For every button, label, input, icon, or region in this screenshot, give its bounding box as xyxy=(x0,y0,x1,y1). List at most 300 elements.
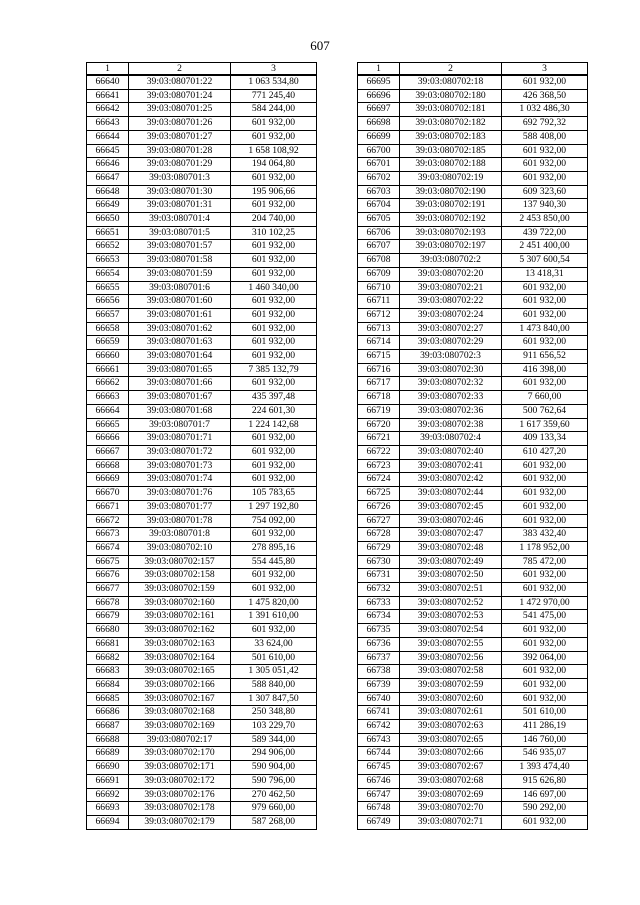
table-row xyxy=(358,541,588,555)
table-row xyxy=(358,802,588,816)
table-row xyxy=(87,473,317,487)
value-cell: 601 932,00 xyxy=(231,308,317,322)
table-row xyxy=(87,583,317,597)
cadastral-table-right xyxy=(357,62,588,830)
table-row xyxy=(358,487,588,501)
row-number-cell: 66656 xyxy=(87,295,129,309)
cadastral-number-cell: 39:03:080702:165 xyxy=(129,665,231,679)
table-row xyxy=(87,103,317,117)
row-number-cell: 66710 xyxy=(358,281,400,295)
value-cell: 754 092,00 xyxy=(231,514,317,528)
cadastral-number-cell: 39:03:080702:166 xyxy=(129,678,231,692)
table-row xyxy=(358,267,588,281)
row-number-cell: 66688 xyxy=(87,733,129,747)
value-cell: 383 432,40 xyxy=(502,528,588,542)
cadastral-number-cell: 39:03:080702:171 xyxy=(129,761,231,775)
table-row xyxy=(358,144,588,158)
row-number-cell: 66654 xyxy=(87,267,129,281)
table-row xyxy=(358,555,588,569)
table-row xyxy=(358,569,588,583)
table-row xyxy=(358,199,588,213)
value-cell: 601 932,00 xyxy=(502,665,588,679)
cadastral-number-cell: 39:03:080701:72 xyxy=(129,445,231,459)
row-number-cell: 66694 xyxy=(87,815,129,829)
value-cell: 1 460 340,00 xyxy=(231,281,317,295)
header-cell-3: 3 xyxy=(231,63,317,76)
table-row xyxy=(87,199,317,213)
cadastral-number-cell: 39:03:080701:63 xyxy=(129,336,231,350)
row-number-cell: 66725 xyxy=(358,487,400,501)
value-cell: 601 932,00 xyxy=(502,377,588,391)
row-number-cell: 66714 xyxy=(358,336,400,350)
cadastral-number-cell: 39:03:080702:40 xyxy=(400,445,502,459)
table-row xyxy=(87,130,317,144)
cadastral-number-cell: 39:03:080702:54 xyxy=(400,624,502,638)
cadastral-number-cell: 39:03:080701:29 xyxy=(129,158,231,172)
row-number-cell: 66682 xyxy=(87,651,129,665)
table-row xyxy=(358,350,588,364)
cadastral-number-cell: 39:03:080701:77 xyxy=(129,500,231,514)
value-cell: 1 391 610,00 xyxy=(231,610,317,624)
row-number-cell: 66737 xyxy=(358,651,400,665)
header-cell-1: 1 xyxy=(358,63,400,76)
row-number-cell: 66677 xyxy=(87,583,129,597)
table-row xyxy=(87,213,317,227)
row-number-cell: 66686 xyxy=(87,706,129,720)
table-row xyxy=(358,596,588,610)
value-cell: 103 229,70 xyxy=(231,720,317,734)
cadastral-number-cell: 39:03:080702:164 xyxy=(129,651,231,665)
table-row xyxy=(87,747,317,761)
cadastral-number-cell: 39:03:080702:55 xyxy=(400,637,502,651)
cadastral-number-cell: 39:03:080701:62 xyxy=(129,322,231,336)
value-cell: 1 178 952,00 xyxy=(502,541,588,555)
value-cell: 601 932,00 xyxy=(502,75,588,89)
row-number-cell: 66716 xyxy=(358,363,400,377)
row-number-cell: 66681 xyxy=(87,637,129,651)
row-number-cell: 66695 xyxy=(358,75,400,89)
row-number-cell: 66744 xyxy=(358,747,400,761)
cadastral-number-cell: 39:03:080702:32 xyxy=(400,377,502,391)
table-row xyxy=(358,295,588,309)
table-row xyxy=(87,528,317,542)
value-cell: 610 427,20 xyxy=(502,445,588,459)
value-cell: 588 840,00 xyxy=(231,678,317,692)
value-cell: 601 932,00 xyxy=(231,117,317,131)
value-cell: 601 932,00 xyxy=(231,473,317,487)
cadastral-number-cell: 39:03:080701:58 xyxy=(129,254,231,268)
row-number-cell: 66722 xyxy=(358,445,400,459)
value-cell: 601 932,00 xyxy=(231,240,317,254)
value-cell: 590 904,00 xyxy=(231,761,317,775)
cadastral-number-cell: 39:03:080701:68 xyxy=(129,404,231,418)
row-number-cell: 66703 xyxy=(358,185,400,199)
table-row xyxy=(87,487,317,501)
table-row xyxy=(87,541,317,555)
cadastral-number-cell: 39:03:080702:50 xyxy=(400,569,502,583)
header-cell-2: 2 xyxy=(129,63,231,76)
value-cell: 194 064,80 xyxy=(231,158,317,172)
cadastral-number-cell: 39:03:080702:185 xyxy=(400,144,502,158)
cadastral-number-cell: 39:03:080702:191 xyxy=(400,199,502,213)
cadastral-number-cell: 39:03:080702:38 xyxy=(400,418,502,432)
row-number-cell: 66749 xyxy=(358,815,400,829)
cadastral-number-cell: 39:03:080702:63 xyxy=(400,720,502,734)
row-number-cell: 66668 xyxy=(87,459,129,473)
cadastral-number-cell: 39:03:080702:158 xyxy=(129,569,231,583)
table-row xyxy=(358,583,588,597)
row-number-cell: 66641 xyxy=(87,89,129,103)
row-number-cell: 66739 xyxy=(358,678,400,692)
table-row xyxy=(87,336,317,350)
cadastral-number-cell: 39:03:080702:159 xyxy=(129,583,231,597)
table-header-row xyxy=(87,63,317,76)
cadastral-number-cell: 39:03:080702:65 xyxy=(400,733,502,747)
cadastral-number-cell: 39:03:080701:5 xyxy=(129,226,231,240)
value-cell: 911 656,52 xyxy=(502,350,588,364)
cadastral-number-cell: 39:03:080702:56 xyxy=(400,651,502,665)
value-cell: 501 610,00 xyxy=(231,651,317,665)
cadastral-number-cell: 39:03:080701:22 xyxy=(129,75,231,89)
cadastral-number-cell: 39:03:080701:66 xyxy=(129,377,231,391)
table-row xyxy=(358,788,588,802)
table-row xyxy=(358,404,588,418)
value-cell: 915 626,80 xyxy=(502,774,588,788)
row-number-cell: 66649 xyxy=(87,199,129,213)
value-cell: 601 932,00 xyxy=(502,158,588,172)
table-row xyxy=(358,281,588,295)
value-cell: 587 268,00 xyxy=(231,815,317,829)
value-cell: 601 932,00 xyxy=(231,199,317,213)
value-cell: 601 932,00 xyxy=(502,281,588,295)
row-number-cell: 66685 xyxy=(87,692,129,706)
cadastral-number-cell: 39:03:080702:71 xyxy=(400,815,502,829)
table-row xyxy=(358,254,588,268)
cadastral-number-cell: 39:03:080702:42 xyxy=(400,473,502,487)
cadastral-number-cell: 39:03:080702:22 xyxy=(400,295,502,309)
table-row xyxy=(87,432,317,446)
table-row xyxy=(358,720,588,734)
table-row xyxy=(358,651,588,665)
row-number-cell: 66745 xyxy=(358,761,400,775)
value-cell: 601 932,00 xyxy=(502,144,588,158)
row-number-cell: 66741 xyxy=(358,706,400,720)
cadastral-number-cell: 39:03:080702:160 xyxy=(129,596,231,610)
cadastral-number-cell: 39:03:080702:69 xyxy=(400,788,502,802)
table-row xyxy=(87,761,317,775)
value-cell: 1 307 847,50 xyxy=(231,692,317,706)
table-row xyxy=(87,802,317,816)
row-number-cell: 66650 xyxy=(87,213,129,227)
value-cell: 137 940,30 xyxy=(502,199,588,213)
row-number-cell: 66687 xyxy=(87,720,129,734)
table-row xyxy=(87,720,317,734)
row-number-cell: 66728 xyxy=(358,528,400,542)
value-cell: 426 368,50 xyxy=(502,89,588,103)
row-number-cell: 66746 xyxy=(358,774,400,788)
row-number-cell: 66738 xyxy=(358,665,400,679)
table-row xyxy=(358,213,588,227)
cadastral-number-cell: 39:03:080702:2 xyxy=(400,254,502,268)
table-row xyxy=(358,665,588,679)
table-row xyxy=(358,117,588,131)
row-number-cell: 66689 xyxy=(87,747,129,761)
value-cell: 601 932,00 xyxy=(231,432,317,446)
cadastral-number-cell: 39:03:080702:60 xyxy=(400,692,502,706)
table-row xyxy=(87,75,317,89)
table-row xyxy=(87,185,317,199)
table-row xyxy=(358,171,588,185)
row-number-cell: 66671 xyxy=(87,500,129,514)
value-cell: 1 472 970,00 xyxy=(502,596,588,610)
table-row xyxy=(87,350,317,364)
table-row xyxy=(87,610,317,624)
cadastral-number-cell: 39:03:080702:44 xyxy=(400,487,502,501)
row-number-cell: 66732 xyxy=(358,583,400,597)
row-number-cell: 66704 xyxy=(358,199,400,213)
cadastral-number-cell: 39:03:080702:18 xyxy=(400,75,502,89)
row-number-cell: 66743 xyxy=(358,733,400,747)
row-number-cell: 66715 xyxy=(358,350,400,364)
value-cell: 601 932,00 xyxy=(231,336,317,350)
cadastral-number-cell: 39:03:080702:20 xyxy=(400,267,502,281)
table-row xyxy=(87,226,317,240)
row-number-cell: 66702 xyxy=(358,171,400,185)
row-number-cell: 66646 xyxy=(87,158,129,172)
value-cell: 1 473 840,00 xyxy=(502,322,588,336)
table-row xyxy=(87,267,317,281)
row-number-cell: 66672 xyxy=(87,514,129,528)
value-cell: 589 344,00 xyxy=(231,733,317,747)
row-number-cell: 66713 xyxy=(358,322,400,336)
table-row xyxy=(87,500,317,514)
cadastral-number-cell: 39:03:080702:3 xyxy=(400,350,502,364)
cadastral-number-cell: 39:03:080701:25 xyxy=(129,103,231,117)
value-cell: 601 932,00 xyxy=(231,254,317,268)
cadastral-number-cell: 39:03:080702:163 xyxy=(129,637,231,651)
value-cell: 411 286,19 xyxy=(502,720,588,734)
cadastral-number-cell: 39:03:080701:26 xyxy=(129,117,231,131)
value-cell: 1 475 820,00 xyxy=(231,596,317,610)
cadastral-number-cell: 39:03:080702:193 xyxy=(400,226,502,240)
table-row xyxy=(87,665,317,679)
value-cell: 601 932,00 xyxy=(231,377,317,391)
table-row xyxy=(358,761,588,775)
cadastral-number-cell: 39:03:080701:3 xyxy=(129,171,231,185)
table-row xyxy=(87,815,317,829)
value-cell: 979 660,00 xyxy=(231,802,317,816)
row-number-cell: 66705 xyxy=(358,213,400,227)
row-number-cell: 66696 xyxy=(358,89,400,103)
row-number-cell: 66645 xyxy=(87,144,129,158)
table-row xyxy=(87,144,317,158)
table-row xyxy=(358,514,588,528)
cadastral-table-left xyxy=(86,62,317,830)
cadastral-number-cell: 39:03:080701:6 xyxy=(129,281,231,295)
row-number-cell: 66652 xyxy=(87,240,129,254)
table-row xyxy=(87,254,317,268)
cadastral-number-cell: 39:03:080702:30 xyxy=(400,363,502,377)
value-cell: 601 932,00 xyxy=(231,171,317,185)
row-number-cell: 66643 xyxy=(87,117,129,131)
cadastral-number-cell: 39:03:080701:7 xyxy=(129,418,231,432)
table-row xyxy=(87,363,317,377)
cadastral-number-cell: 39:03:080701:78 xyxy=(129,514,231,528)
table-row xyxy=(358,363,588,377)
value-cell: 601 932,00 xyxy=(502,569,588,583)
value-cell: 500 762,64 xyxy=(502,404,588,418)
table-row xyxy=(87,89,317,103)
table-row xyxy=(358,678,588,692)
value-cell: 584 244,00 xyxy=(231,103,317,117)
row-number-cell: 66673 xyxy=(87,528,129,542)
row-number-cell: 66669 xyxy=(87,473,129,487)
value-cell: 2 451 400,00 xyxy=(502,240,588,254)
table-row xyxy=(87,418,317,432)
value-cell: 146 697,00 xyxy=(502,788,588,802)
cadastral-number-cell: 39:03:080702:197 xyxy=(400,240,502,254)
row-number-cell: 66736 xyxy=(358,637,400,651)
row-number-cell: 66724 xyxy=(358,473,400,487)
cadastral-number-cell: 39:03:080701:4 xyxy=(129,213,231,227)
value-cell: 601 932,00 xyxy=(502,624,588,638)
value-cell: 1 032 486,30 xyxy=(502,103,588,117)
row-number-cell: 66730 xyxy=(358,555,400,569)
table-row xyxy=(358,747,588,761)
row-number-cell: 66721 xyxy=(358,432,400,446)
value-cell: 1 297 192,80 xyxy=(231,500,317,514)
value-cell: 601 932,00 xyxy=(502,815,588,829)
table-row xyxy=(87,692,317,706)
row-number-cell: 66740 xyxy=(358,692,400,706)
cadastral-number-cell: 39:03:080701:8 xyxy=(129,528,231,542)
value-cell: 601 932,00 xyxy=(502,487,588,501)
row-number-cell: 66661 xyxy=(87,363,129,377)
cadastral-number-cell: 39:03:080702:68 xyxy=(400,774,502,788)
row-number-cell: 66647 xyxy=(87,171,129,185)
row-number-cell: 66727 xyxy=(358,514,400,528)
value-cell: 771 245,40 xyxy=(231,89,317,103)
value-cell: 554 445,80 xyxy=(231,555,317,569)
value-cell: 224 601,30 xyxy=(231,404,317,418)
table-row xyxy=(358,637,588,651)
table-row xyxy=(358,459,588,473)
value-cell: 105 783,65 xyxy=(231,487,317,501)
cadastral-number-cell: 39:03:080702:182 xyxy=(400,117,502,131)
value-cell: 590 292,00 xyxy=(502,802,588,816)
cadastral-number-cell: 39:03:080702:29 xyxy=(400,336,502,350)
row-number-cell: 66653 xyxy=(87,254,129,268)
row-number-cell: 66670 xyxy=(87,487,129,501)
table-row xyxy=(87,404,317,418)
value-cell: 601 932,00 xyxy=(231,445,317,459)
row-number-cell: 66712 xyxy=(358,308,400,322)
value-cell: 1 393 474,40 xyxy=(502,761,588,775)
value-cell: 601 932,00 xyxy=(502,678,588,692)
cadastral-number-cell: 39:03:080702:24 xyxy=(400,308,502,322)
row-number-cell: 66692 xyxy=(87,788,129,802)
cadastral-number-cell: 39:03:080702:45 xyxy=(400,500,502,514)
row-number-cell: 66733 xyxy=(358,596,400,610)
table-row xyxy=(358,706,588,720)
row-number-cell: 66658 xyxy=(87,322,129,336)
row-number-cell: 66659 xyxy=(87,336,129,350)
value-cell: 195 906,66 xyxy=(231,185,317,199)
table-row xyxy=(87,240,317,254)
row-number-cell: 66648 xyxy=(87,185,129,199)
cadastral-number-cell: 39:03:080701:74 xyxy=(129,473,231,487)
value-cell: 409 133,34 xyxy=(502,432,588,446)
value-cell: 601 932,00 xyxy=(502,514,588,528)
value-cell: 601 932,00 xyxy=(502,473,588,487)
cadastral-number-cell: 39:03:080702:70 xyxy=(400,802,502,816)
table-row xyxy=(87,158,317,172)
table-row xyxy=(87,308,317,322)
value-cell: 250 348,80 xyxy=(231,706,317,720)
row-number-cell: 66675 xyxy=(87,555,129,569)
value-cell: 590 796,00 xyxy=(231,774,317,788)
value-cell: 601 932,00 xyxy=(502,637,588,651)
cadastral-number-cell: 39:03:080702:51 xyxy=(400,583,502,597)
row-number-cell: 66697 xyxy=(358,103,400,117)
cadastral-number-cell: 39:03:080702:36 xyxy=(400,404,502,418)
table-row xyxy=(87,377,317,391)
cadastral-number-cell: 39:03:080701:28 xyxy=(129,144,231,158)
row-number-cell: 66683 xyxy=(87,665,129,679)
cadastral-number-cell: 39:03:080702:52 xyxy=(400,596,502,610)
cadastral-number-cell: 39:03:080702:161 xyxy=(129,610,231,624)
row-number-cell: 66676 xyxy=(87,569,129,583)
cadastral-number-cell: 39:03:080702:169 xyxy=(129,720,231,734)
cadastral-number-cell: 39:03:080702:181 xyxy=(400,103,502,117)
table-row xyxy=(358,418,588,432)
row-number-cell: 66674 xyxy=(87,541,129,555)
table-row xyxy=(87,788,317,802)
header-cell-1: 1 xyxy=(87,63,129,76)
row-number-cell: 66667 xyxy=(87,445,129,459)
cadastral-number-cell: 39:03:080702:19 xyxy=(400,171,502,185)
row-number-cell: 66644 xyxy=(87,130,129,144)
value-cell: 1 658 108,92 xyxy=(231,144,317,158)
row-number-cell: 66665 xyxy=(87,418,129,432)
value-cell: 601 932,00 xyxy=(502,171,588,185)
value-cell: 392 064,00 xyxy=(502,651,588,665)
cadastral-number-cell: 39:03:080701:73 xyxy=(129,459,231,473)
cadastral-number-cell: 39:03:080701:59 xyxy=(129,267,231,281)
value-cell: 1 063 534,80 xyxy=(231,75,317,89)
table-row xyxy=(87,596,317,610)
value-cell: 204 740,00 xyxy=(231,213,317,227)
cadastral-number-cell: 39:03:080702:188 xyxy=(400,158,502,172)
row-number-cell: 66684 xyxy=(87,678,129,692)
table-row xyxy=(358,733,588,747)
table-row xyxy=(358,528,588,542)
value-cell: 5 307 600,54 xyxy=(502,254,588,268)
value-cell: 7 660,00 xyxy=(502,391,588,405)
row-number-cell: 66657 xyxy=(87,308,129,322)
row-number-cell: 66717 xyxy=(358,377,400,391)
value-cell: 310 102,25 xyxy=(231,226,317,240)
value-cell: 601 932,00 xyxy=(502,500,588,514)
value-cell: 601 932,00 xyxy=(231,583,317,597)
cadastral-number-cell: 39:03:080701:31 xyxy=(129,199,231,213)
row-number-cell: 66701 xyxy=(358,158,400,172)
cadastral-number-cell: 39:03:080702:67 xyxy=(400,761,502,775)
table-row xyxy=(87,117,317,131)
header-cell-3: 3 xyxy=(502,63,588,76)
value-cell: 146 760,00 xyxy=(502,733,588,747)
cadastral-number-cell: 39:03:080702:48 xyxy=(400,541,502,555)
